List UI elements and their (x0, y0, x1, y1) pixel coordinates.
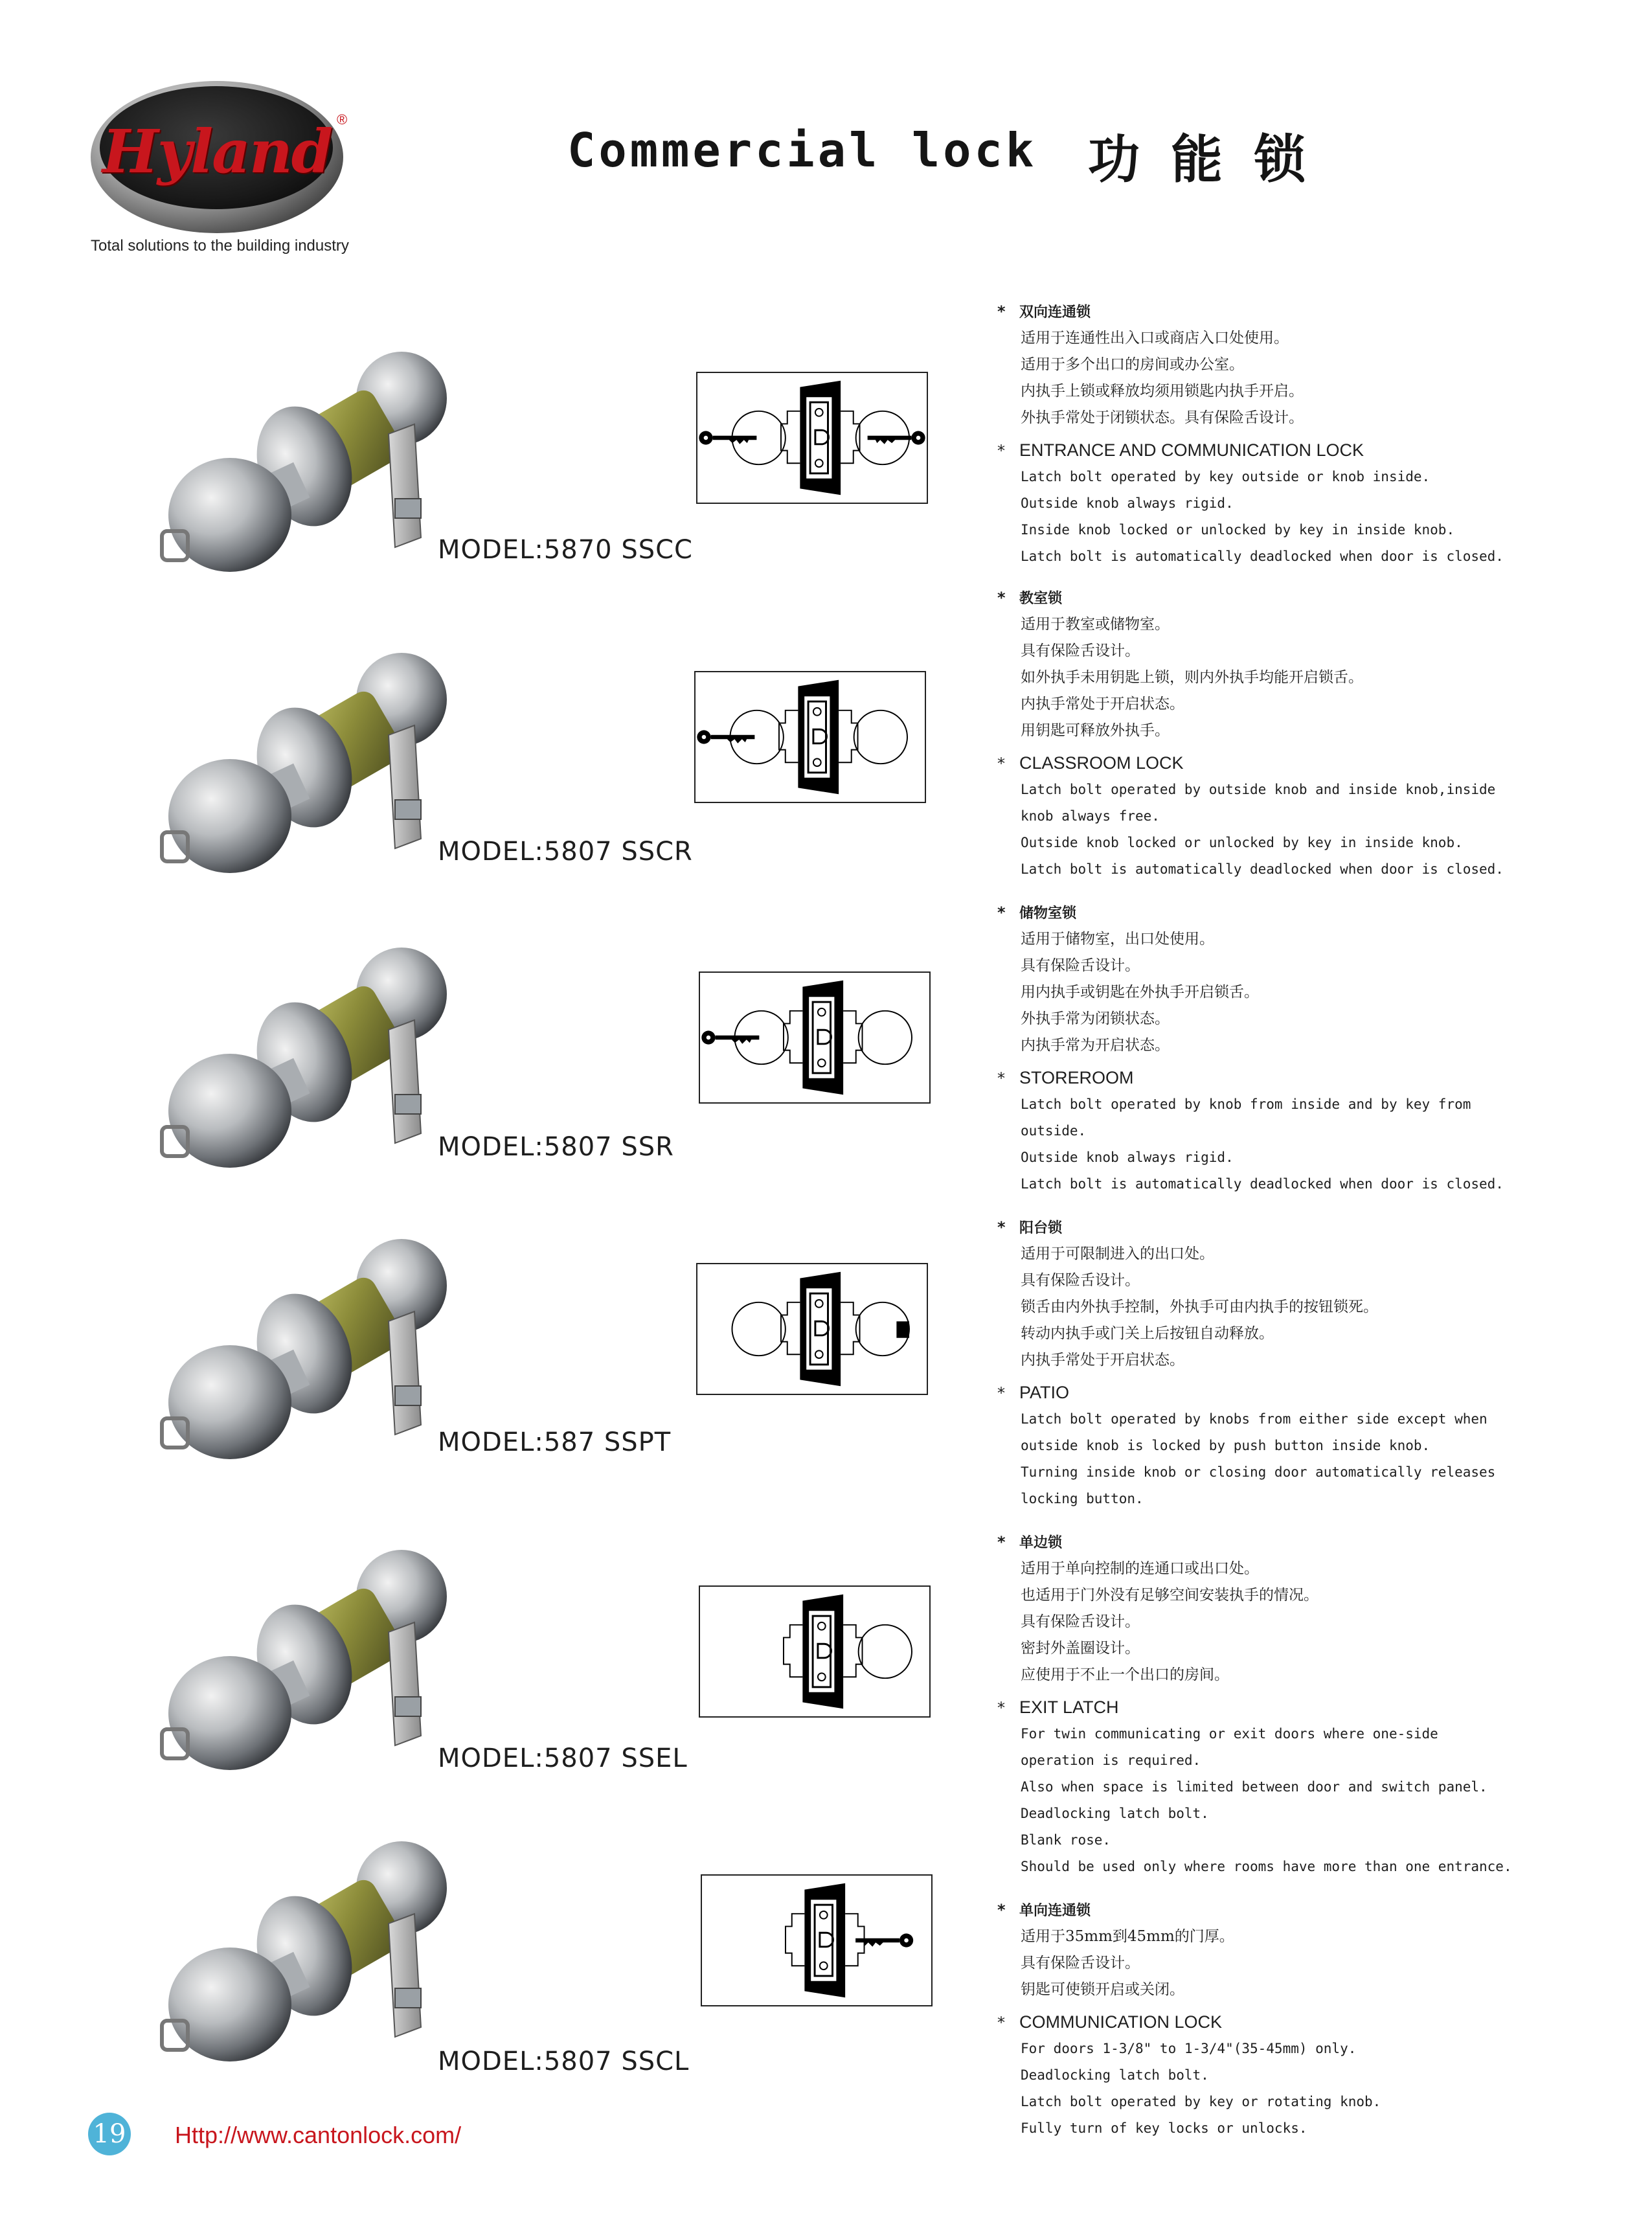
description-line-cn: 适用于储物室，出口处使用。 (1021, 931, 1214, 948)
website-link[interactable]: Http://www.cantonlock.com/ (175, 2122, 462, 2148)
product-photo-5807-sscr (155, 638, 479, 884)
description-line-en: Latch bolt operated by key or rotating knob. (1021, 2094, 1381, 2109)
description-line-en: outside. (1021, 1123, 1087, 1139)
function-diagram-5807-sscl (701, 1874, 933, 2006)
product-photo-5807-ssel (155, 1535, 479, 1781)
bullet-star-icon: * (997, 1384, 1005, 1402)
description-line-en: Outside knob always rigid. (1021, 1150, 1234, 1165)
description-line-en: Outside knob always rigid. (1021, 495, 1234, 511)
description-line-en: outside knob is locked by push button inside knob. (1021, 1438, 1431, 1453)
key-left-icon (699, 431, 756, 444)
function-heading-en: CLASSROOM LOCK (1019, 753, 1184, 773)
function-heading-en: STOREROOM (1019, 1068, 1134, 1087)
description-line-cn: 内执手常为开启状态。 (1021, 1037, 1170, 1054)
description-line-en: operation is required. (1021, 1753, 1201, 1768)
function-diagram-5807-ssel (699, 1585, 931, 1718)
description-line-cn: 内执手常处于开启状态。 (1021, 696, 1184, 712)
bullet-star-icon: * (997, 1069, 1005, 1087)
bullet-star-icon: * (997, 2014, 1005, 2032)
description-line-cn: 钥匙可使锁开启或关闭。 (1021, 1981, 1184, 1998)
product-photo-5870-sscc (155, 337, 479, 583)
model-label: MODEL:5807 SSCL (438, 2047, 690, 2076)
description-line-cn: 适用于连通性出入口或商店入口处使用。 (1021, 330, 1289, 346)
product-photo-587-sspt (155, 1224, 479, 1470)
description-line-en: Latch bolt is automatically deadlocked when door is closed. (1021, 861, 1504, 877)
description-line-en: Outside knob locked or unlocked by key in inside knob. (1021, 835, 1463, 850)
model-label: MODEL:5807 SSEL (438, 1743, 688, 1773)
function-heading-en: COMMUNICATION LOCK (1019, 2012, 1223, 2032)
model-label: MODEL:5807 SSCR (438, 837, 693, 867)
description-5807-ssr (997, 899, 1509, 1198)
description-line-cn: 适用于35mm到45mm的门厚。 (1021, 1928, 1234, 1945)
description-line-en: locking button. (1021, 1491, 1144, 1506)
function-heading-cn: 阳台锁 (1019, 1220, 1063, 1236)
description-line-cn: 内执手上锁或释放均须用锁匙内执手开启。 (1021, 383, 1304, 400)
description-line-cn: 适用于教室或储物室。 (1021, 616, 1170, 633)
description-line-cn: 适用于多个出口的房间或办公室。 (1021, 356, 1244, 373)
description-line-en: Latch bolt operated by knobs from either side except when (1021, 1411, 1488, 1427)
bullet-star-icon: * (997, 903, 1006, 922)
bullet-star-icon: * (997, 1218, 1006, 1236)
description-line-en: Latch bolt is automatically deadlocked when door is closed. (1021, 549, 1504, 564)
logo-wordmark: Hyland (102, 117, 332, 187)
function-diagram-5870-sscc (696, 372, 928, 504)
description-line-cn: 具有保险舌设计。 (1021, 1272, 1140, 1289)
description-line-en: Inside knob locked or unlocked by key in inside knob. (1021, 522, 1455, 538)
push-button-icon (896, 1321, 909, 1337)
description-line-en: Deadlocking latch bolt. (1021, 2067, 1209, 2083)
description-5807-sscl (997, 1896, 1509, 2142)
function-heading-en: PATIO (1019, 1383, 1070, 1402)
description-line-cn: 具有保险舌设计。 (1021, 957, 1140, 974)
function-heading-cn: 单边锁 (1019, 1535, 1063, 1551)
description-line-en: Deadlocking latch bolt. (1021, 1806, 1209, 1821)
description-line-cn: 用钥匙可释放外执手。 (1021, 722, 1170, 739)
description-line-en: Also when space is limited between door and switch panel. (1021, 1779, 1488, 1795)
function-heading-en: EXIT LATCH (1019, 1698, 1119, 1717)
bullet-star-icon: * (997, 1901, 1006, 1919)
description-line-en: Latch bolt operated by key outside or knob inside. (1021, 469, 1431, 484)
description-line-cn: 外执手常处于闭锁状态。具有保险舌设计。 (1021, 409, 1304, 426)
description-line-en: Fully turn of key locks or unlocks. (1021, 2120, 1307, 2136)
model-label: MODEL:5870 SSCC (438, 535, 693, 565)
description-587-sspt (997, 1214, 1509, 1512)
product-photo-5807-ssr (155, 933, 479, 1179)
registered-mark: ® (337, 111, 348, 128)
key-left-icon (697, 730, 754, 744)
function-heading-cn: 单向连通锁 (1019, 1903, 1091, 1919)
description-line-en: For twin communicating or exit doors where one-side (1021, 1726, 1438, 1742)
description-line-cn: 外执手常为闭锁状态。 (1021, 1010, 1170, 1027)
description-line-en: Latch bolt is automatically deadlocked when door is closed. (1021, 1176, 1504, 1192)
function-heading-cn: 教室锁 (1019, 591, 1063, 607)
description-line-cn: 如外执手未用钥匙上锁，则内外执手均能开启锁舌。 (1021, 669, 1363, 686)
product-photo-5807-sscl (155, 1826, 479, 2073)
description-line-en: Latch bolt operated by outside knob and inside knob,inside (1021, 782, 1496, 797)
description-line-cn: 适用于单向控制的连通口或出口处。 (1021, 1560, 1259, 1577)
function-heading-en: ENTRANCE AND COMMUNICATION LOCK (1019, 440, 1364, 460)
description-line-en: Turning inside knob or closing door automatically releases (1021, 1464, 1496, 1480)
description-line-cn: 用内执手或钥匙在外执手开启锁舌。 (1021, 984, 1259, 1001)
description-line-cn: 内执手常处于开启状态。 (1021, 1352, 1184, 1369)
description-5870-sscc (997, 298, 1509, 570)
bullet-star-icon: * (997, 302, 1006, 321)
description-line-en: Should be used only where rooms have more than one entrance. (1021, 1859, 1512, 1874)
function-heading-cn: 双向连通锁 (1019, 304, 1091, 321)
model-label: MODEL:5807 SSR (438, 1132, 674, 1162)
bullet-star-icon: * (997, 442, 1005, 460)
page-number-badge: 19 (88, 2113, 131, 2155)
key-right-icon (868, 431, 925, 444)
description-line-cn: 应使用于不止一个出口的房间。 (1021, 1666, 1229, 1683)
description-line-cn: 适用于可限制进入的出口处。 (1021, 1245, 1214, 1262)
function-diagram-5807-ssr (699, 971, 931, 1104)
description-line-en: knob always free. (1021, 808, 1160, 824)
bullet-star-icon: * (997, 1533, 1006, 1551)
brand-tagline: Total solutions to the building industry (91, 237, 349, 255)
description-line-cn: 锁舌由内外执手控制，外执手可由内执手的按钮锁死。 (1021, 1299, 1378, 1315)
description-line-cn: 也适用于门外没有足够空间安装执手的情况。 (1021, 1587, 1318, 1604)
function-diagram-5807-sscr (694, 671, 926, 803)
description-line-cn: 密封外盖圈设计。 (1021, 1640, 1140, 1657)
description-line-cn: 具有保险舌设计。 (1021, 642, 1140, 659)
brand-logo (91, 81, 343, 233)
bullet-star-icon: * (997, 755, 1005, 773)
bullet-star-icon: * (997, 1699, 1005, 1717)
bullet-star-icon: * (997, 589, 1006, 607)
page-title-english: Commercial lock (567, 123, 1037, 177)
description-line-en: Latch bolt operated by knob from inside and by key from (1021, 1096, 1471, 1112)
function-diagram-587-sspt (696, 1263, 928, 1395)
description-line-cn: 具有保险舌设计。 (1021, 1613, 1140, 1630)
description-line-en: Blank rose. (1021, 1832, 1111, 1848)
key-left-icon (701, 1030, 759, 1044)
page-title-chinese: 功能锁 (1088, 130, 1337, 190)
function-heading-cn: 储物室锁 (1019, 905, 1077, 922)
description-line-cn: 转动内执手或门关上后按钮自动释放。 (1021, 1325, 1274, 1342)
model-label: MODEL:587 SSPT (438, 1427, 672, 1457)
description-line-cn: 具有保险舌设计。 (1021, 1955, 1140, 1971)
description-5807-sscr (997, 584, 1509, 883)
description-line-en: For doors 1-3/8" to 1-3/4"(35-45mm) only. (1021, 2041, 1357, 2056)
description-5807-ssel (997, 1528, 1512, 1880)
